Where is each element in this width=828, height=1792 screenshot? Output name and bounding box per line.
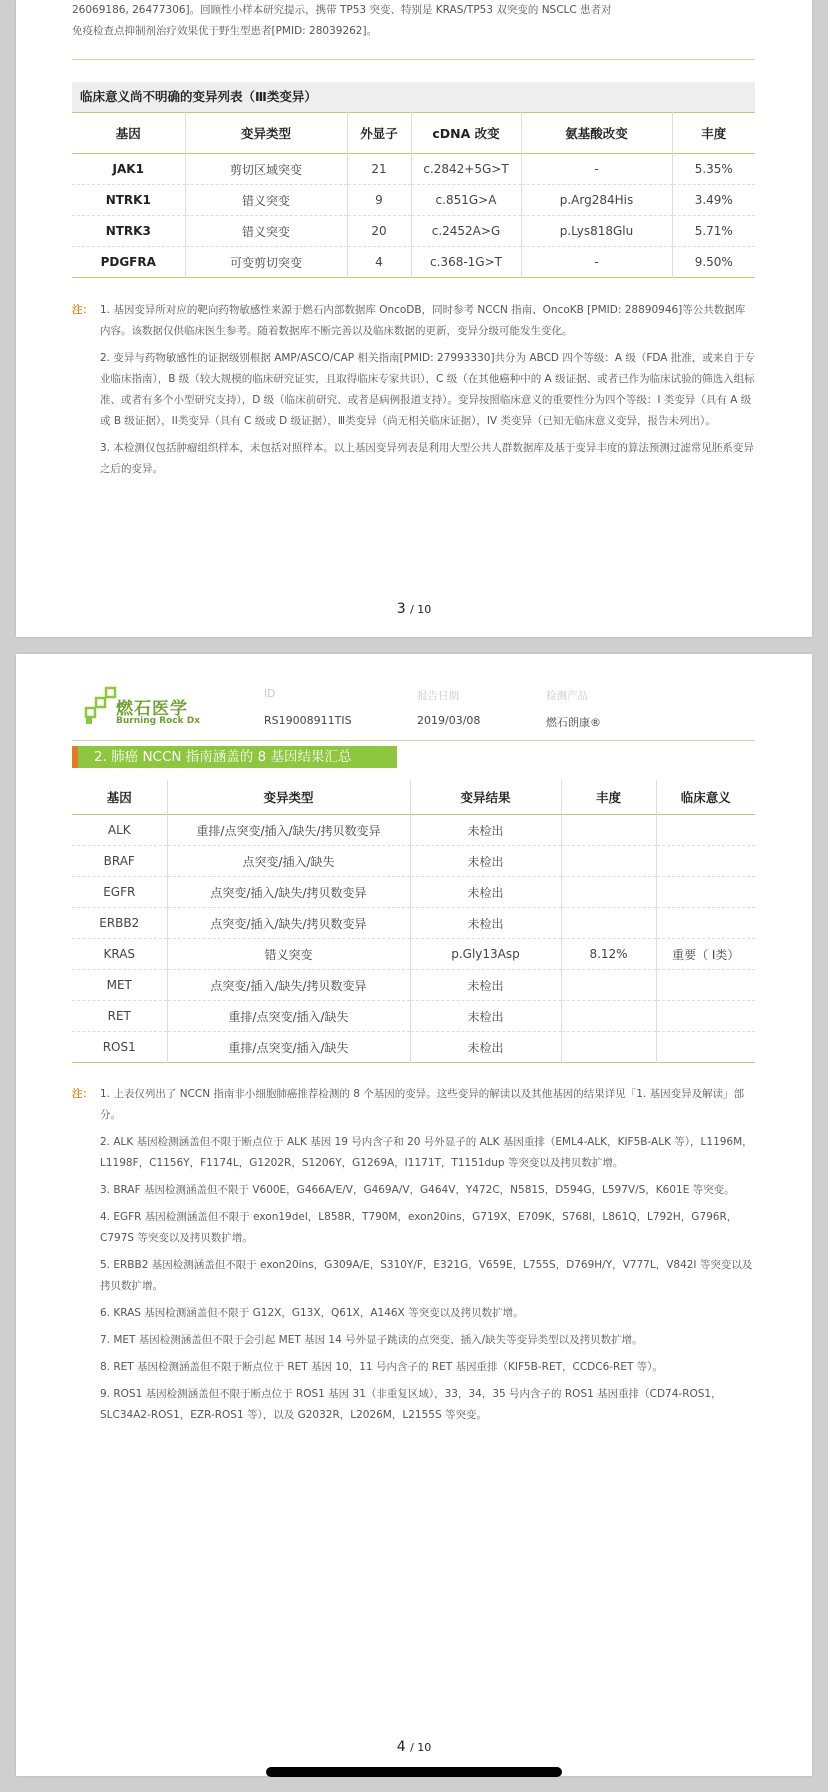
gene-cell: EGFR <box>103 885 136 899</box>
table-cell: 未检出 <box>410 1032 561 1063</box>
col-header: 变异类型 <box>185 113 347 154</box>
intro-line-2: 免疫检查点抑制剂治疗效果优于野生型患者[PMID: 28039262]。 <box>72 25 378 37</box>
table-cell: 8.12% <box>561 939 656 970</box>
table-cell: 可变剪切突变 <box>185 247 347 278</box>
note-item: 2. 变异与药物敏感性的证据级别根据 AMP/ASCO/CAP 相关指南[PMID: 27993330]共分为 ABCD 四个等级：A 级（FDA 批准，或来自于专业临床指南），B 级（较大规模的临床研究证实，且取得临床专家共识），C 级（在其他癌种中的 A 级证据、或者已作为临床试验的筛选入组标准、或者有多个小型研究支持），D 级（临床前研究、或者是病例报道支持）。变异按照临床意义的重要性分为四个等级：I 类变异（具有 A 级或 B 级证据），II类变异（具有 C 级或 D 级证据），Ⅲ类变异（尚无相关临床证据），IV 类变异（已知无临床意义变异，报告未列出）。 <box>100 352 755 427</box>
table-header-row <box>72 780 755 815</box>
note-item: 3. BRAF 基因检测涵盖但不限于 V600E，G466A/E/V，G469A/V，G464V，Y472C，N581S，D594G，L597V/S，K601E 等突变。 <box>100 1184 735 1196</box>
table-cell: 未检出 <box>410 970 561 1001</box>
note-item: 4. EGFR 基因检测涵盖但不限于 exon19del，L858R，T790M，exon20ins，G719X，E709K，S768I，L861Q，L792H，G796R，C797S 等突变以及拷贝数扩增。 <box>100 1211 738 1244</box>
logo-text-en: Burning Rock Dx <box>116 716 201 726</box>
col-header: 丰度 <box>672 113 755 154</box>
table-cell: c.851G>A <box>411 185 521 216</box>
table-cell: 重排/点突变/插入/缺失 <box>167 1001 410 1032</box>
product-value: 燃石朗康® <box>546 716 601 729</box>
header-divider <box>72 740 755 741</box>
page-number <box>16 1739 812 1755</box>
product-label: 检测产品 <box>546 690 588 702</box>
table-cell: 重排/点突变/插入/缺失/拷贝数变异 <box>167 815 410 846</box>
gene-cell: ROS1 <box>102 1040 136 1054</box>
table-cell: 5.35% <box>672 154 755 185</box>
col-header: 临床意义 <box>656 780 755 815</box>
note-item: 1. 上表仅列出了 NCCN 指南非小细胞肺癌推荐检测的 8 个基因的变异。这些变异的解读以及其他基因的结果详见「1. 基因变异及解读」部分。 <box>100 1088 745 1121</box>
gene-cell: ALK <box>107 823 131 837</box>
page-number <box>16 601 812 617</box>
table-cell: - <box>521 247 672 278</box>
col-header: 变异结果 <box>410 780 561 815</box>
table-row <box>72 154 755 185</box>
gene-cell: BRAF <box>103 854 135 868</box>
gene-cell: KRAS <box>103 947 136 961</box>
table-cell <box>656 970 755 1001</box>
table-cell: 剪切区域突变 <box>185 154 347 185</box>
notes-label: 注： <box>72 304 93 316</box>
table-row <box>72 939 755 970</box>
nccn-gene-table <box>72 780 755 1063</box>
gene-cell: NTRK3 <box>105 224 151 238</box>
divider <box>72 59 755 60</box>
table-cell: 未检出 <box>410 877 561 908</box>
note-item: 5. ERBB2 基因检测涵盖但不限于 exon20ins，G309A/E，S310Y/F，E321G，V659E，L755S，D769H/Y，V777L，V842I 等突变以及拷贝数扩增。 <box>100 1259 753 1292</box>
notes-label: 注： <box>72 1088 93 1100</box>
note-item: 1. 基因变异所对应的靶向药物敏感性来源于燃石内部数据库 OncoDB，同时参考 NCCN 指南、OncoKB [PMID: 28890946]等公共数据库内容。该数据仅供临床医生参考。随着数据库不断完善以及临床数据的更新，变异分级可能发生变化。 <box>100 304 746 337</box>
id-value: RS19008911TIS <box>264 714 352 727</box>
table-row <box>72 970 755 1001</box>
date-label: 报告日期 <box>417 690 459 702</box>
gene-cell: NTRK1 <box>105 193 151 207</box>
table-cell: 9.50% <box>672 247 755 278</box>
logo-text-cn: 燃石医学 <box>116 699 188 719</box>
col-header: 外显子 <box>347 113 411 154</box>
table-header-row <box>72 113 755 154</box>
table-cell <box>656 1032 755 1063</box>
table-cell: c.2452A>G <box>411 216 521 247</box>
table-cell: - <box>521 154 672 185</box>
intro-paragraph <box>72 0 755 42</box>
table-cell <box>656 908 755 939</box>
page-number-current: 4 <box>396 1739 406 1755</box>
table-cell: 3.49% <box>672 185 755 216</box>
table-cell: 21 <box>347 154 411 185</box>
report-page-4 <box>16 654 812 1776</box>
gene-cell: ERBB2 <box>99 916 140 930</box>
table-cell: 点突变/插入/缺失 <box>167 846 410 877</box>
variant-table-wrapper <box>72 112 755 278</box>
id-label: ID <box>264 688 276 700</box>
note-item: 8. RET 基因检测涵盖但不限于断点位于 RET 基因 10，11 号内含子的 RET 基因重排（KIF5B-RET，CCDC6-RET 等）。 <box>100 1361 663 1373</box>
table-cell: p.Arg284His <box>521 185 672 216</box>
home-indicator[interactable] <box>266 1767 562 1777</box>
table-cell: 错义突变 <box>185 216 347 247</box>
page-number-total: / 10 <box>410 603 432 616</box>
intro-line-1: 26069186, 26477306]。回顾性小样本研究提示，携带 TP53 突变、特别是 KRAS/TP53 双突变的 NSCLC 患者对 <box>72 4 612 16</box>
note-item: 3. 本检测仅包括肿瘤组织样本，未包括对照样本。以上基因变异列表是利用大型公共人群数据库及基于变异丰度的算法预测过滤常见胚系变异之后的变异。 <box>100 442 754 475</box>
table-cell: 点突变/插入/缺失/拷贝数变异 <box>167 877 410 908</box>
note-item: 2. ALK 基因检测涵盖但不限于断点位于 ALK 基因 19 号内含子和 20 号外显子的 ALK 基因重排（EML4-ALK，KIF5B-ALK 等），L1196M，L1198F，C1156Y，F1174L，G1202R，S1206Y，G1269A，I1171T，T1151dup 等突变以及拷贝数扩增。 <box>100 1136 753 1169</box>
gene-cell: MET <box>106 978 132 992</box>
table-cell: 点突变/插入/缺失/拷贝数变异 <box>167 908 410 939</box>
col-header: 氨基酸改变 <box>521 113 672 154</box>
table-cell: 重要（ Ⅰ类） <box>656 939 755 970</box>
table-cell <box>561 1001 656 1032</box>
table-cell: 4 <box>347 247 411 278</box>
table-cell <box>561 815 656 846</box>
col-header: 基因 <box>115 126 141 141</box>
table-cell: 20 <box>347 216 411 247</box>
note-item: 7. MET 基因检测涵盖但不限于会引起 MET 基因 14 号外显子跳读的点突变、插入/缺失等变异类型以及拷贝数扩增。 <box>100 1334 643 1346</box>
col-header: cDNA 改变 <box>411 113 521 154</box>
note-item: 6. KRAS 基因检测涵盖但不限于 G12X，G13X，Q61X，A146X 等突变以及拷贝数扩增。 <box>100 1307 524 1319</box>
table-row <box>72 185 755 216</box>
table-row <box>72 1001 755 1032</box>
table-cell: 错义突变 <box>185 185 347 216</box>
gene-cell: RET <box>107 1009 131 1023</box>
page-number-current: 3 <box>396 601 406 617</box>
table-row <box>72 908 755 939</box>
table-cell: 未检出 <box>410 815 561 846</box>
table-cell <box>561 1032 656 1063</box>
page-number-total: / 10 <box>410 1741 432 1754</box>
section-title: 2. 肺癌 NCCN 指南涵盖的 8 基因结果汇总 <box>72 746 397 768</box>
table-cell <box>561 908 656 939</box>
table-cell: c.2842+5G>T <box>411 154 521 185</box>
table-cell <box>656 877 755 908</box>
table-title: 临床意义尚不明确的变异列表（Ⅲ类变异） <box>72 82 755 112</box>
table-cell: 未检出 <box>410 908 561 939</box>
table-cell: 9 <box>347 185 411 216</box>
table-cell: 未检出 <box>410 846 561 877</box>
table-cell <box>561 877 656 908</box>
table-cell: 5.71% <box>672 216 755 247</box>
table-cell <box>656 1001 755 1032</box>
table-cell <box>656 846 755 877</box>
note-item: 9. ROS1 基因检测涵盖但不限于断点位于 ROS1 基因 31（非重复区域），33，34，35 号内含子的 ROS1 基因重排（CD74-ROS1，SLC34A2-ROS1，EZR-ROS1 等），以及 G2032R，L2026M，L2155S 等突变。 <box>100 1388 722 1421</box>
notes-section <box>72 1084 755 1432</box>
col-header: 变异类型 <box>167 780 410 815</box>
table-cell: 点突变/插入/缺失/拷贝数变异 <box>167 970 410 1001</box>
nccn-table-wrapper <box>72 780 755 1063</box>
notes-section <box>72 300 755 486</box>
table-cell: 重排/点突变/插入/缺失 <box>167 1032 410 1063</box>
table-row <box>72 815 755 846</box>
vus-table <box>72 112 755 278</box>
table-cell: 错义突变 <box>167 939 410 970</box>
col-header: 基因 <box>106 790 132 805</box>
table-cell: c.368-1G>T <box>411 247 521 278</box>
gene-cell: PDGFRA <box>100 255 156 269</box>
table-row <box>72 216 755 247</box>
report-page-3 <box>16 0 812 637</box>
table-cell: 未检出 <box>410 1001 561 1032</box>
table-cell <box>561 970 656 1001</box>
gene-cell: JAK1 <box>112 162 144 176</box>
table-row <box>72 846 755 877</box>
table-cell <box>656 815 755 846</box>
table-row <box>72 1032 755 1063</box>
table-row <box>72 877 755 908</box>
col-header: 丰度 <box>561 780 656 815</box>
table-cell <box>561 846 656 877</box>
table-cell: p.Gly13Asp <box>410 939 561 970</box>
date-value: 2019/03/08 <box>417 714 481 727</box>
table-cell: p.Lys818Glu <box>521 216 672 247</box>
table-row <box>72 247 755 278</box>
